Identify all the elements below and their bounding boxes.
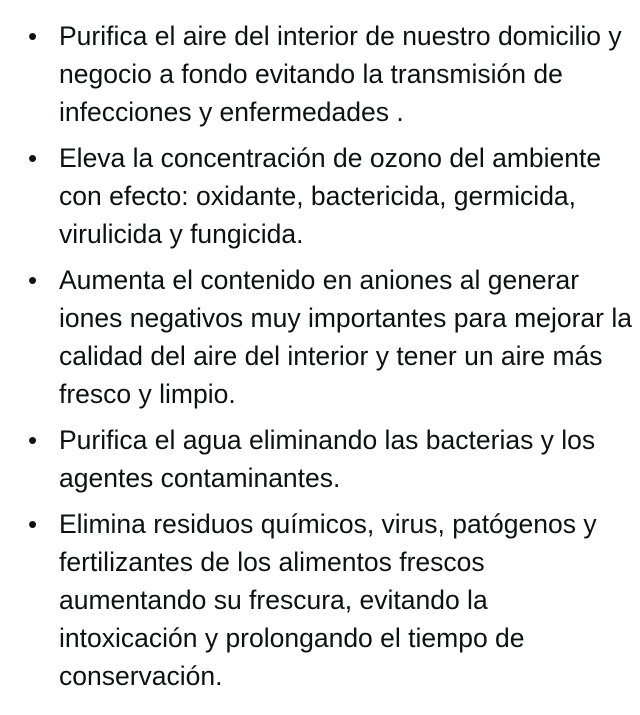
- list-item: [24, 139, 632, 253]
- bullet-icon: •: [28, 265, 38, 295]
- bullet-icon: •: [28, 21, 38, 51]
- bullet-icon: •: [28, 425, 38, 455]
- list-item-text: Aumenta el contenido en aniones al generar iones negativos muy importantes para mejorar la calidad del aire del interior y tener un aire más fresco y limpio.: [59, 265, 632, 409]
- list-item: [24, 261, 632, 413]
- list-item: [24, 17, 632, 131]
- list-item: [24, 421, 632, 497]
- list-item-text: Elimina residuos químicos, virus, patógenos y fertilizantes de los alimentos frescos aumentando su frescura, evitando la intoxicación y prolongando el tiempo de conservación.: [59, 509, 597, 691]
- list-item-text: Purifica el aire del interior de nuestro domicilio y negocio a fondo evitando la transmisión de infecciones y enfermedades .: [59, 21, 622, 127]
- list-item-text: Purifica el agua eliminando las bacterias y los agentes contaminantes.: [59, 425, 596, 493]
- list-item: [24, 505, 632, 695]
- bullet-icon: •: [28, 509, 38, 539]
- list-item-text: Eleva la concentración de ozono del ambiente con efecto: oxidante, bactericida, germicida, virulicida y fungicida.: [59, 143, 602, 249]
- bullet-icon: •: [28, 143, 38, 173]
